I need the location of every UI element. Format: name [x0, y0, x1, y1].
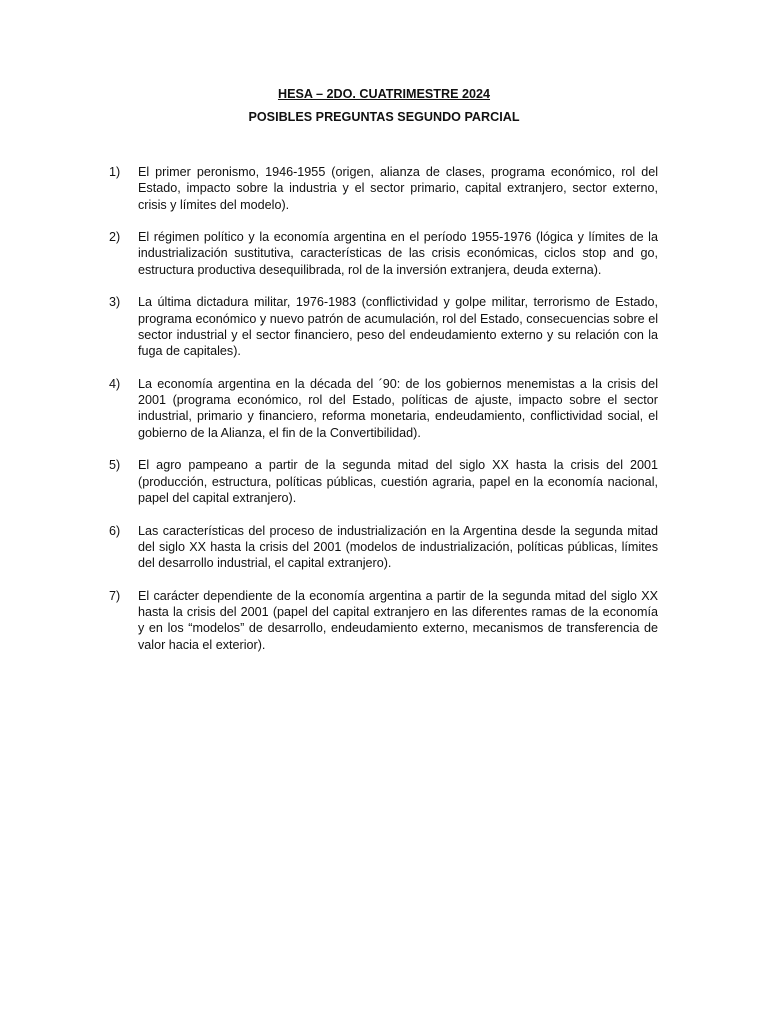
- question-text: La última dictadura militar, 1976-1983 (conflictividad y golpe militar, terrorismo de Estado, programa económico y nuevo patrón de acumulación, rol del Estado, consecuencias sobre el sector industrial y el sector financiero, peso del endeudamiento externo y su relación con la fuga de capitales).: [138, 295, 658, 359]
- question-item: [109, 294, 658, 359]
- document-title: HESA – 2DO. CUATRIMESTRE 2024: [277, 87, 491, 101]
- question-text: La economía argentina en la década del ´90: de los gobiernos menemistas a la crisis del 2001 (programa económico, rol del Estado, políticas de ajuste, impacto sobre el sector industrial, primario y financiero, reforma monetaria, endeudamiento, conflictividad social, el gobierno de la Alianza, el fin de la Convertibilidad).: [138, 376, 658, 440]
- question-number: 3): [109, 295, 121, 310]
- questions-list: [109, 164, 658, 669]
- question-number: 6): [109, 523, 121, 538]
- question-item: [109, 523, 658, 572]
- question-number: 5): [109, 458, 121, 473]
- document-subtitle: POSIBLES PREGUNTAS SEGUNDO PARCIAL: [248, 110, 520, 124]
- question-item: [109, 457, 658, 506]
- question-number: 4): [109, 376, 121, 391]
- question-number: 1): [109, 165, 121, 179]
- question-text: El primer peronismo, 1946-1955 (origen, alianza de clases, programa económico, rol del Estado, impacto sobre la industria y el sector primario, capital extranjero, sector externo, crisis y límites del modelo).: [138, 165, 658, 212]
- question-number: 2): [109, 230, 121, 245]
- question-item: [109, 376, 658, 441]
- question-text: Las características del proceso de industrialización en la Argentina desde la segunda mitad del siglo XX hasta la crisis del 2001 (modelos de industrialización, políticas públicas, límites del desarrollo industrial, el capital extranjero).: [138, 523, 658, 571]
- question-text: El agro pampeano a partir de la segunda mitad del siglo XX hasta la crisis del 2001 (producción, estructura, políticas públicas, cuestión agraria, papel en la economía nacional, papel del capital extranjero).: [138, 458, 658, 505]
- question-number: 7): [109, 588, 121, 603]
- question-item: [109, 588, 658, 653]
- question-item: [109, 229, 658, 278]
- question-text: El carácter dependiente de la economía argentina a partir de la segunda mitad del siglo XX hasta la crisis del 2001 (papel del capital extranjero en las diferentes ramas de la economía y en los “modelos” de desarrollo, endeudamiento externo, mecanismos de transferencia de valor hacia el exterior).: [138, 588, 658, 652]
- question-text: El régimen político y la economía argentina en el período 1955-1976 (lógica y límites de la industrialización sustitutiva, características de las crisis económicas, ciclos stop and go, estructura productiva desequilibrada, rol de la inversión extranjera, deuda externa).: [138, 230, 658, 277]
- question-item: [109, 164, 658, 213]
